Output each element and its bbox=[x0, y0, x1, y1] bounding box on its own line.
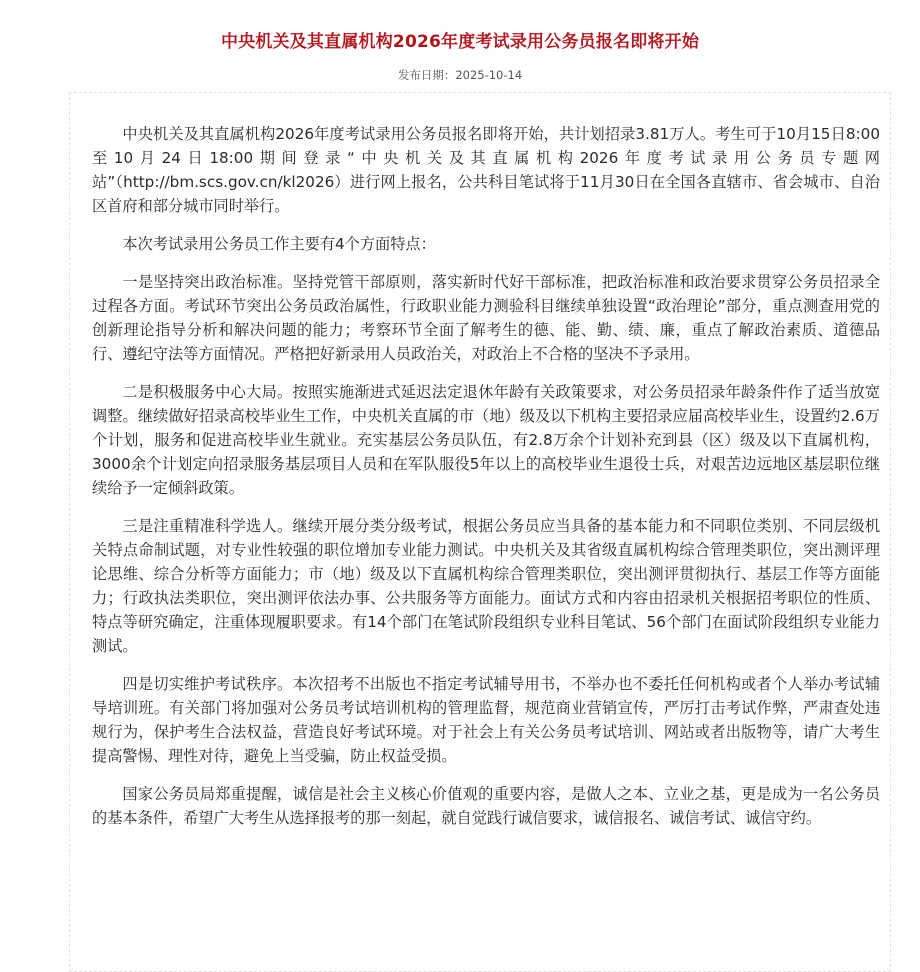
paragraph-feature-precise-selection: 三是注重精准科学选人。继续开展分类分级考试，根据公务员应当具备的基本能力和不同职位类别、不同层级机关特点命制试题，对专业性较强的职位增加专业能力测试。中央机关及其省级直属机构综合管理类职位，突出测评理论思维、综合分析等方面能力；市（地）级及以下直属机构综合管理类职位，突出测评贯彻执行、基层工作等方面能力；行政执法类职位，突出测评依法办事、公共服务等方面能力。面试方式和内容由招录机关根据招考职位的性质、特点等研究确定，注重体现履职要求。有14个部门在笔试阶段组织专业科目笔试、56个部门在面试阶段组织专业能力测试。 bbox=[92, 517, 880, 655]
paragraph-feature-serve-center: 二是积极服务中心大局。按照实施渐进式延迟法定退休年龄有关政策要求，对公务员招录年龄条件作了适当放宽调整。继续做好招录高校毕业生工作，中央机关直属的市（地）级及以下机构主要招录应届高校毕业生，设置约2.6万个计划，服务和促进高校毕业生就业。充实基层公务员队伍，有2.8万余个计划补充到县（区）级及以下直属机构，3000余个计划定向招录服务基层项目人员和在军队服役5年以上的高校毕业生退役士兵，对艰苦边远地区基层职位继续给予一定倾斜政策。 bbox=[92, 383, 880, 497]
publish-date bbox=[0, 67, 920, 83]
paragraph-feature-exam-order: 四是切实维护考试秩序。本次招考不出版也不指定考试辅导用书，不举办也不委托任何机构或者个人举办考试辅导培训班。有关部门将加强对公务员考试培训机构的管理监督，规范商业营销宣传，严厉打击考试作弊，严肃查处违规行为，保护考生合法权益，营造良好考试环境。对于社会上有关公务员考试培训、网站或者出版物等，请广大考生提高警惕、理性对待，避免上当受骗，防止权益受损。 bbox=[92, 675, 880, 765]
article-body bbox=[92, 122, 880, 844]
paragraph-intro: 中央机关及其直属机构2026年度考试录用公务员报名即将开始，共计划招录3.81万人。考生可于10月15日8:00至10月24日18:00期间登录“中央机关及其直属机构2026年度考试录用公务员专题网站”（http://bm.scs.gov.cn/kl2026）进行网上报名，公共科目笔试将于11月30日在全国各直辖市、省会城市、自治区首府和部分城市同时举行。 bbox=[92, 125, 880, 215]
paragraph-features-intro: 本次考试录用公务员工作主要有4个方面特点： bbox=[122, 235, 436, 253]
publish-date-label: 发布日期： bbox=[397, 68, 456, 82]
paragraph-feature-political-standard: 一是坚持突出政治标准。坚持党管干部原则，落实新时代好干部标准，把政治标准和政治要求贯穿公务员招录全过程各方面。考试环节突出公务员政治属性，行政职业能力测验科目继续单独设置“政治理论”部分，重点测查用党的创新理论指导分析和解决问题的能力；考察环节全面了解考生的德、能、勤、绩、廉，重点了解政治素质、道德品行、遵纪守法等方面情况。严格把好新录用人员政治关，对政治上不合格的坚决不予录用。 bbox=[92, 273, 880, 363]
article-title: 中央机关及其直属机构2026年度考试录用公务员报名即将开始 bbox=[220, 32, 700, 52]
publish-date-value: 2025-10-14 bbox=[455, 68, 523, 82]
paragraph-integrity-reminder: 国家公务员局郑重提醒，诚信是社会主义核心价值观的重要内容，是做人之本、立业之基，更是成为一名公务员的基本条件，希望广大考生从选择报考的那一刻起，就自觉践行诚信要求，诚信报名、诚信考试、诚信守约。 bbox=[92, 785, 880, 827]
